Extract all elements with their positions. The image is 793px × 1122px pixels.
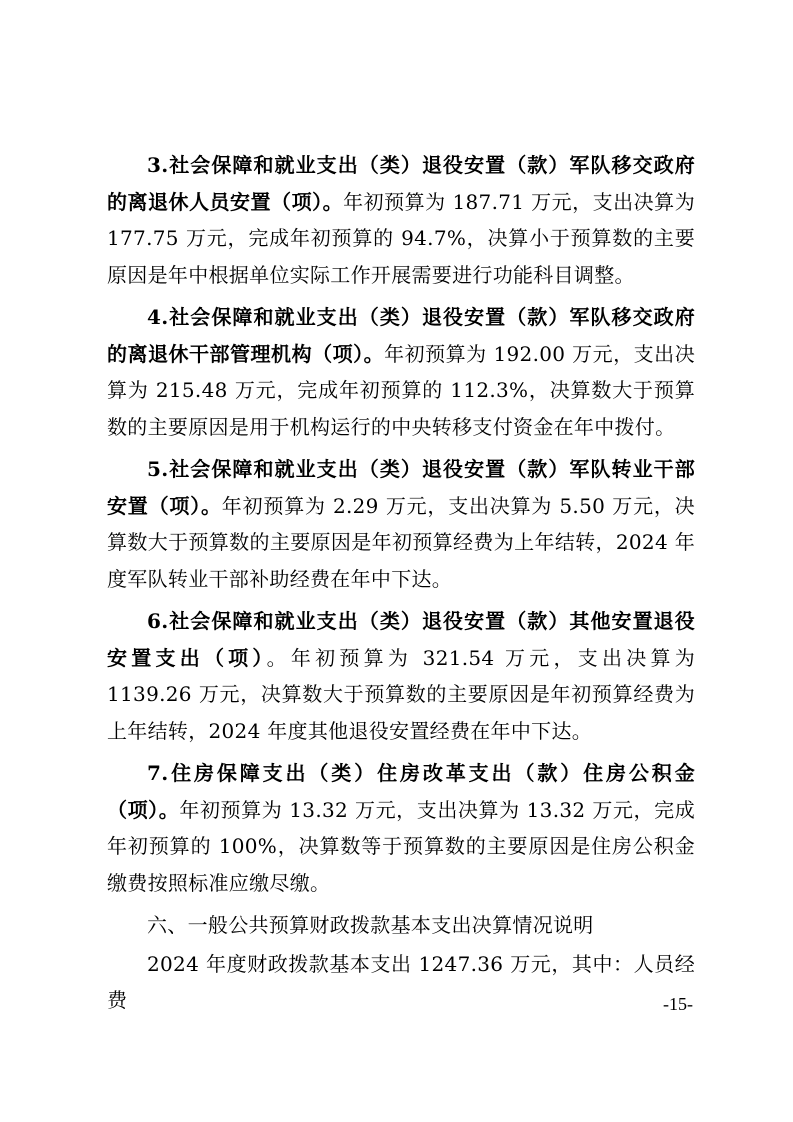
paragraph-5 [107,451,695,597]
paragraph-7-body: 年初预算为 13.32 万元，支出决算为 13.32 万元，完成年初预算的 100%，决算数等于预算数的主要原因是住房公积金缴费按照标准应缴尽缴。 [107,797,696,895]
page-number: -15- [663,994,693,1014]
paragraph-6-title: 6.社会保障和就业支出（类）退役安置（款）其他安置退役安置支出（项） [107,609,695,670]
last-paragraph: 2024 年度财政拨款基本支出 1247.36 万元，其中：人员经费 [107,951,695,1012]
page-content [107,147,695,1021]
paragraph-7 [107,755,695,901]
paragraph-6-body: 。年初预算为 321.54 万元，支出决算为 1139.26 万元，决算数大于预算数的主要原因是年初预算经费为上年结转，2024 年度其他退役安置经费在年中下达。 [107,645,695,743]
paragraph-3-title: 3.社会保障和就业支出（类）退役安置（款）军队移交政府的离退休人员安置（项）。 [107,153,695,214]
section-heading: 六、一般公共预算财政拨款基本支出决算情况说明 [147,913,594,937]
paragraph-3 [107,147,695,293]
paragraph-4-title: 4.社会保障和就业支出（类）退役安置（款）军队移交政府的离退休干部管理机构（项）。 [107,305,695,366]
paragraph-5-title: 5.社会保障和就业支出（类）退役安置（款）军队转业干部安置（项）。 [107,457,695,518]
paragraph-6 [107,603,695,749]
paragraph-3-body: 年初预算为 187.71 万元，支出决算为 177.75 万元，完成年初预算的 94.7%，决算小于预算数的主要原因是年中根据单位实际工作开展需要进行功能科目调整。 [107,189,695,287]
paragraph-4 [107,299,695,445]
paragraph-4-body: 年初预算为 192.00 万元，支出决算为 215.48 万元，完成年初预算的 112.3%，决算数大于预算数的主要原因是用于机构运行的中央转移支付资金在年中拨付。 [107,341,695,439]
paragraph-5-body: 年初预算为 2.29 万元，支出决算为 5.50 万元，决算数大于预算数的主要原因是年初预算经费为上年结转，2024 年度军队转业干部补助经费在年中下达。 [107,493,695,591]
paragraph-7-title: 7.住房保障支出（类）住房改革支出（款）住房公积金（项）。 [107,761,695,822]
